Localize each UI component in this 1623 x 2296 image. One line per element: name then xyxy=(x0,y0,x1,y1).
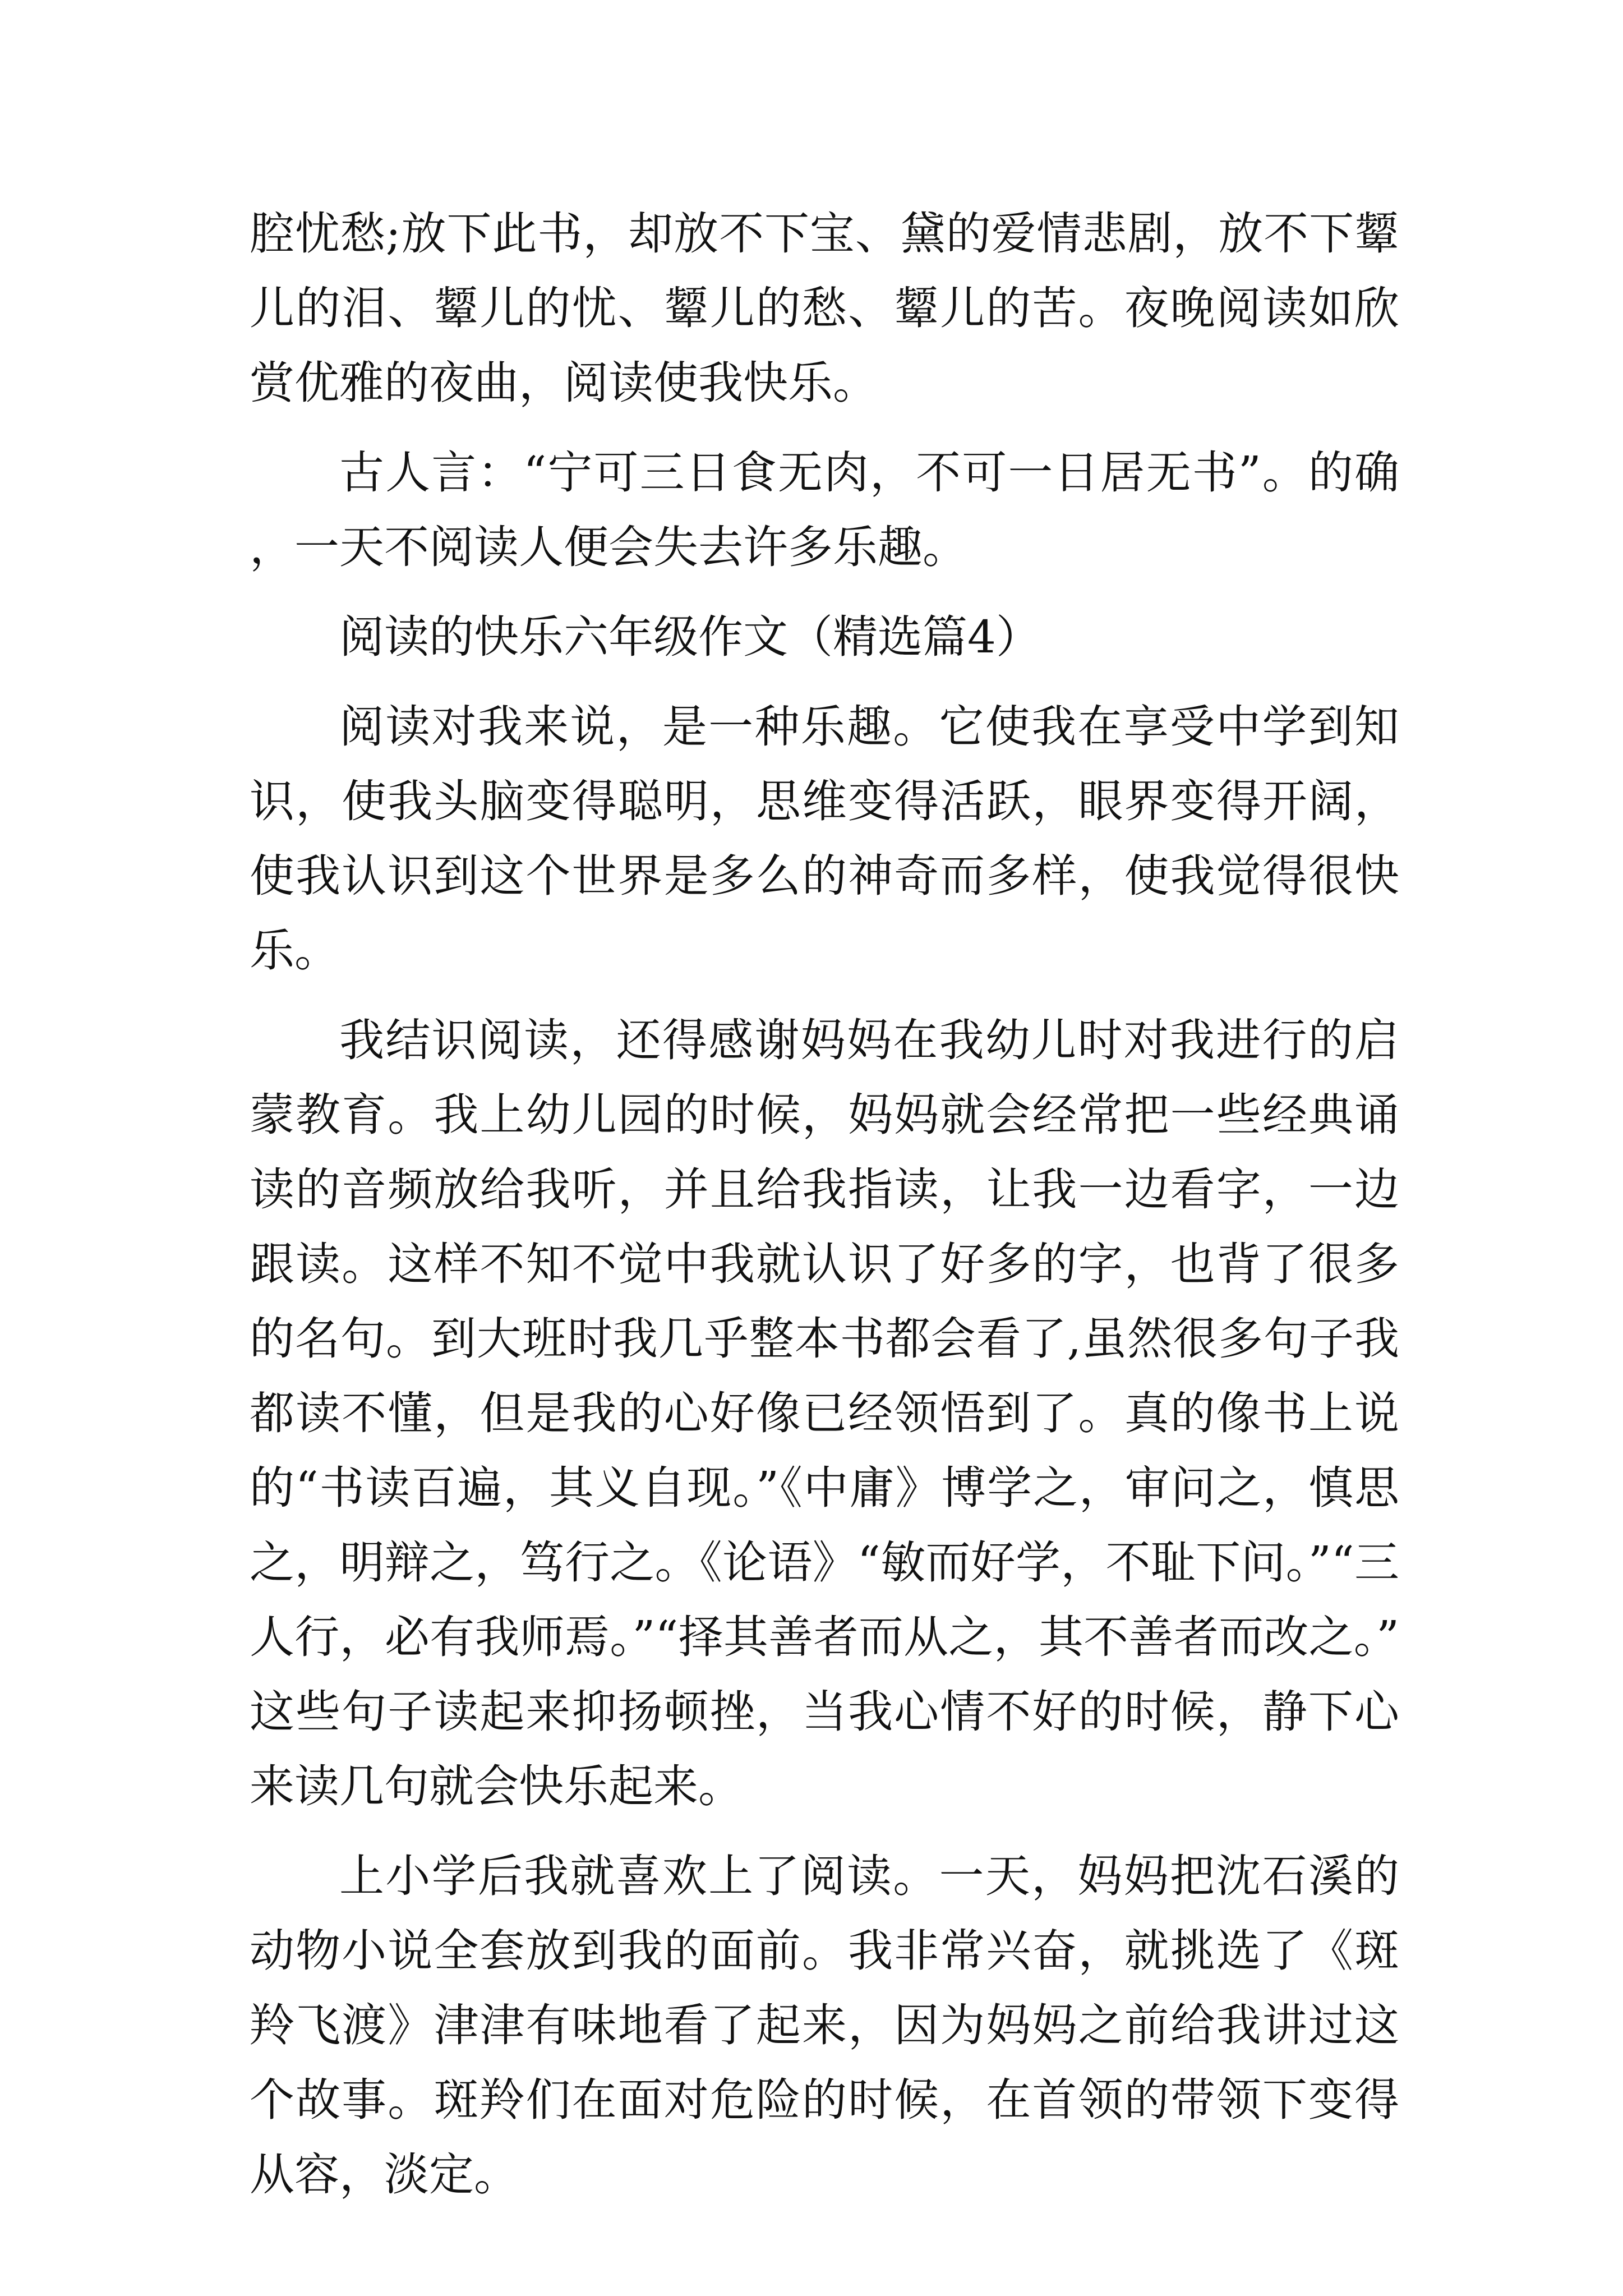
paragraph-5: 上小学后我就喜欢上了阅读。一天，妈妈把沈石溪的动物小说全套放到我的面前。我非常兴奋，就挑选了《斑羚飞渡》津津有味地看了起来，因为妈妈之前给我讲过这个故事。斑羚们在面对危险的时候，在首领的带领下变得从容，淡定。 xyxy=(250,1850,1399,2201)
essay-body xyxy=(250,196,1399,2227)
paragraph-2: 古人言：“宁可三日食无肉，不可一日居无书”。的确，一天不阅读人便会失去许多乐趣。 xyxy=(250,447,1399,573)
paragraph-4: 我结识阅读，还得感谢妈妈在我幼儿时对我进行的启蒙教育。我上幼儿园的时候，妈妈就会经常把一些经典诵读的音频放给我听，并且给我指读，让我一边看字，一边跟读。这样不知不觉中我就认识了好多的字，也背了很多的名句。到大班时我几乎整本书都会看了,虽然很多句子我都读不懂，但是我的心好像已经领悟到了。真的像书上说的“书读百遍，其义自现。”《中庸》博学之，审问之，慎思之，明辩之，笃行之。《论语》“敏而好学，不耻下问。”“三人行，必有我师焉。”“择其善者而从之，其不善者而改之。”这些句子读起来抑扬顿挫，当我心情不好的时候，静下心来读几句就会快乐起来。 xyxy=(250,1014,1399,1812)
section-heading: 阅读的快乐六年级作文（精选篇4） xyxy=(339,611,1041,663)
paragraph-3: 阅读对我来说，是一种乐趣。它使我在享受中学到知识，使我头脑变得聪明，思维变得活跃，眼界变得开阔，使我认识到这个世界是多么的神奇而多样，使我觉得很快乐。 xyxy=(250,701,1399,977)
paragraph-1: 腔忧愁;放下此书，却放不下宝、黛的爱情悲剧，放不下颦儿的泪、颦儿的忧、颦儿的愁、颦儿的苦。夜晚阅读如欣赏优雅的夜曲，阅读使我快乐。 xyxy=(250,208,1399,409)
